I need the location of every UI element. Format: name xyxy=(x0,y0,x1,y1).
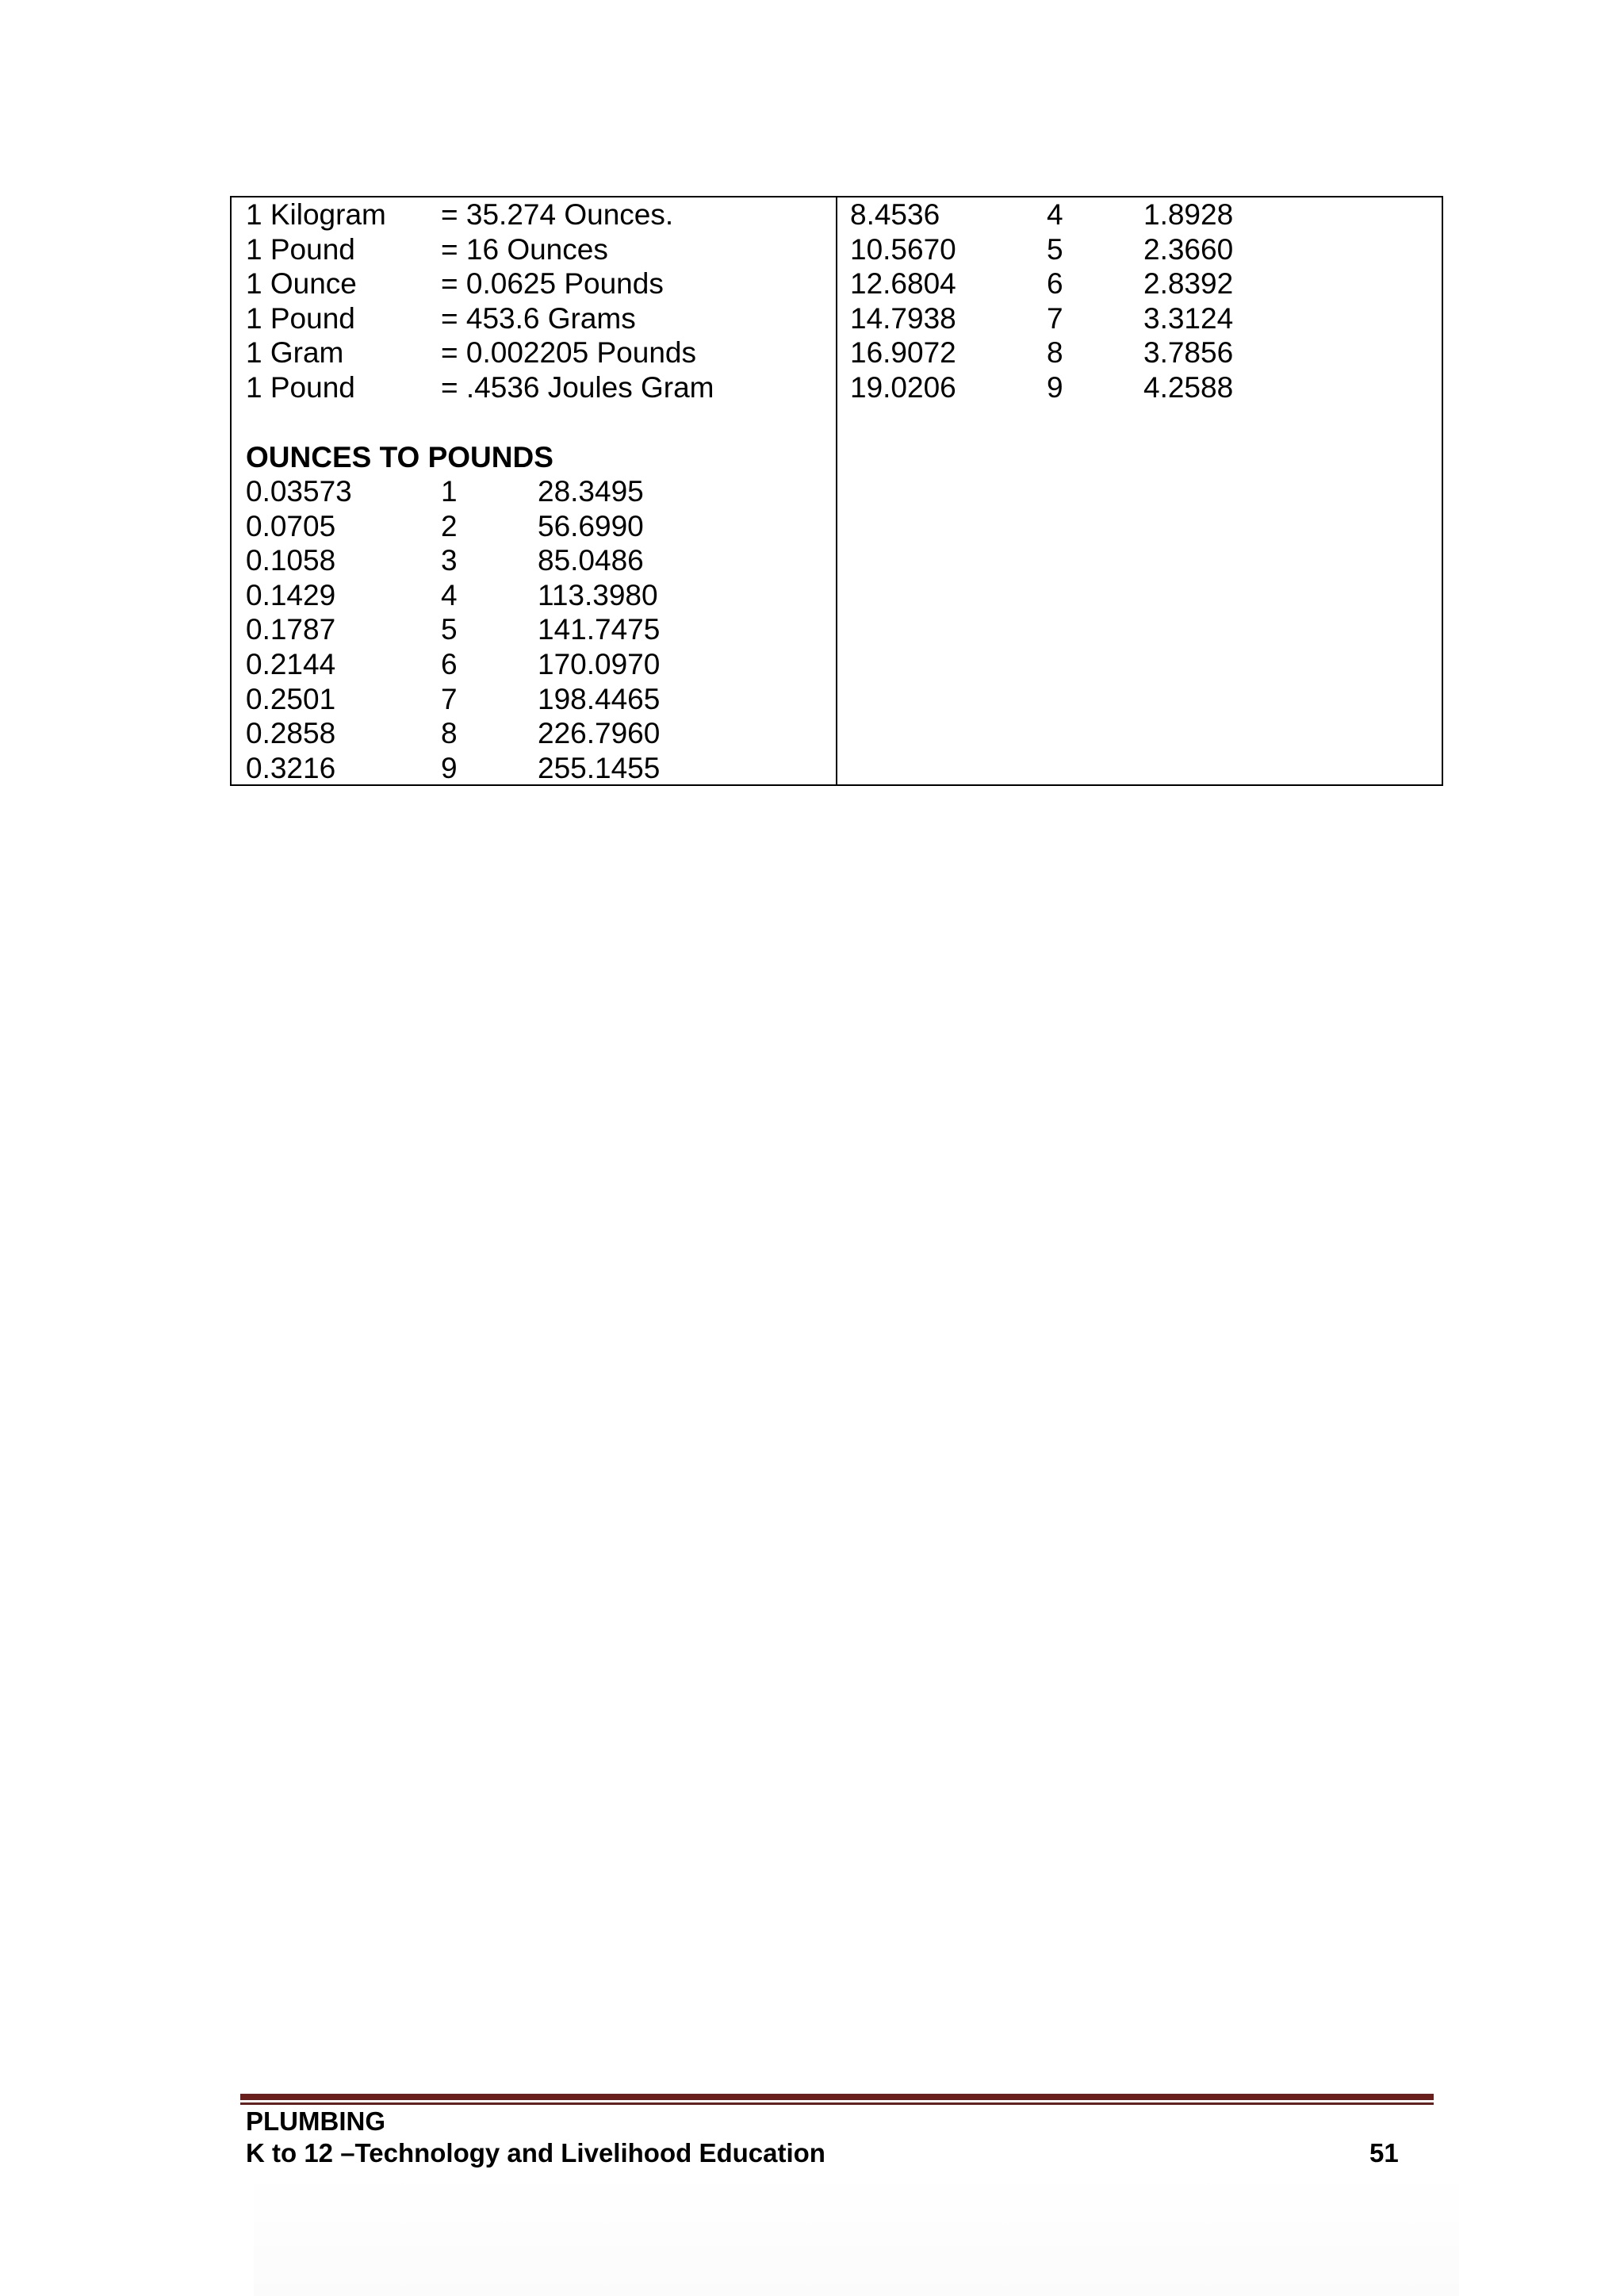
ounces-row-cell: 0.2858 xyxy=(246,717,336,750)
conversion-row-cell: 2.3660 xyxy=(1143,232,1234,266)
ounces-row-cell: 0.2501 xyxy=(246,682,336,715)
ounces-to-pounds-heading: OUNCES TO POUNDS xyxy=(246,441,553,473)
conversion-row-cell: 8.4536 xyxy=(850,198,940,231)
equivalence-row-cell: 1 Ounce xyxy=(246,267,357,301)
conversion-row-cell: 4 xyxy=(1047,198,1063,231)
equivalence-row-cell: 1 Gram xyxy=(246,336,344,370)
ounces-row-cell: 0.1058 xyxy=(246,544,336,577)
conversion-table xyxy=(230,196,1443,786)
right-column xyxy=(837,197,1442,784)
ounces-row-cell: 9 xyxy=(441,751,458,784)
ounces-row-cell: 5 xyxy=(441,613,458,646)
ounces-row-cell: 0.2144 xyxy=(246,648,336,680)
conversion-row-cell: 1.8928 xyxy=(1143,198,1234,231)
conversion-row-cell: 19.0206 xyxy=(850,371,956,404)
left-column xyxy=(232,197,837,784)
equivalence-row-cell: = 0.0625 Pounds xyxy=(441,267,664,301)
conversion-row-cell: 10.5670 xyxy=(850,232,956,266)
conversion-row-cell: 12.6804 xyxy=(850,267,956,301)
ounces-row-cell: 4 xyxy=(441,578,458,611)
equivalence-row-cell: 1 Kilogram xyxy=(246,198,386,231)
equivalence-row-cell: = 16 Ounces xyxy=(441,232,608,266)
page-number: 51 xyxy=(1369,2138,1399,2168)
ounces-row-cell: 255.1455 xyxy=(538,751,661,784)
equivalence-row-cell: 1 Pound xyxy=(246,301,355,335)
ounces-row-cell: 0.1787 xyxy=(246,613,336,646)
conversion-row-cell: 3.3124 xyxy=(1143,301,1234,335)
conversion-row-cell: 14.7938 xyxy=(850,301,956,335)
conversion-row-cell: 2.8392 xyxy=(1143,267,1234,301)
ounces-row-cell: 113.3980 xyxy=(538,578,658,611)
equivalence-row-cell: = 35.274 Ounces. xyxy=(441,198,674,231)
ounces-row-cell: 0.3216 xyxy=(246,751,336,784)
conversion-row-cell: 7 xyxy=(1047,301,1063,335)
equivalence-row-cell: = 0.002205 Pounds xyxy=(441,336,696,370)
equivalence-row-cell: = .4536 Joules Gram xyxy=(441,371,714,404)
footer-rule-thin xyxy=(240,2102,1434,2105)
ounces-row-cell: 2 xyxy=(441,509,458,542)
conversion-row-cell: 16.9072 xyxy=(850,336,956,370)
ounces-row-cell: 6 xyxy=(441,648,458,680)
equivalence-row-cell: = 453.6 Grams xyxy=(441,301,636,335)
conversion-row-cell: 3.7856 xyxy=(1143,336,1234,370)
footer-title: PLUMBING xyxy=(246,2106,385,2136)
equivalence-row-cell: 1 Pound xyxy=(246,371,355,404)
conversion-row-cell: 4.2588 xyxy=(1143,371,1234,404)
footer-subtitle: K to 12 –Technology and Livelihood Education xyxy=(246,2138,825,2168)
ounces-row-cell: 198.4465 xyxy=(538,682,661,715)
ounces-row-cell: 0.0705 xyxy=(246,509,336,542)
ounces-row-cell: 0.1429 xyxy=(246,578,336,611)
footer-shade xyxy=(254,2173,1459,2296)
ounces-row-cell: 7 xyxy=(441,682,458,715)
conversion-row-cell: 6 xyxy=(1047,267,1063,301)
ounces-row-cell: 0.03573 xyxy=(246,475,352,508)
conversion-row-cell: 9 xyxy=(1047,371,1063,404)
conversion-row-cell: 8 xyxy=(1047,336,1063,370)
equivalence-row-cell: 1 Pound xyxy=(246,232,355,266)
ounces-row-cell: 1 xyxy=(441,475,458,508)
ounces-row-cell: 8 xyxy=(441,717,458,750)
ounces-row-cell: 85.0486 xyxy=(538,544,644,577)
conversion-row-cell: 5 xyxy=(1047,232,1063,266)
ounces-row-cell: 56.6990 xyxy=(538,509,644,542)
ounces-row-cell: 28.3495 xyxy=(538,475,644,508)
ounces-row-cell: 226.7960 xyxy=(538,717,661,750)
footer-rule-thick xyxy=(240,2094,1434,2100)
ounces-row-cell: 170.0970 xyxy=(538,648,661,680)
ounces-row-cell: 141.7475 xyxy=(538,613,661,646)
ounces-row-cell: 3 xyxy=(441,544,458,577)
